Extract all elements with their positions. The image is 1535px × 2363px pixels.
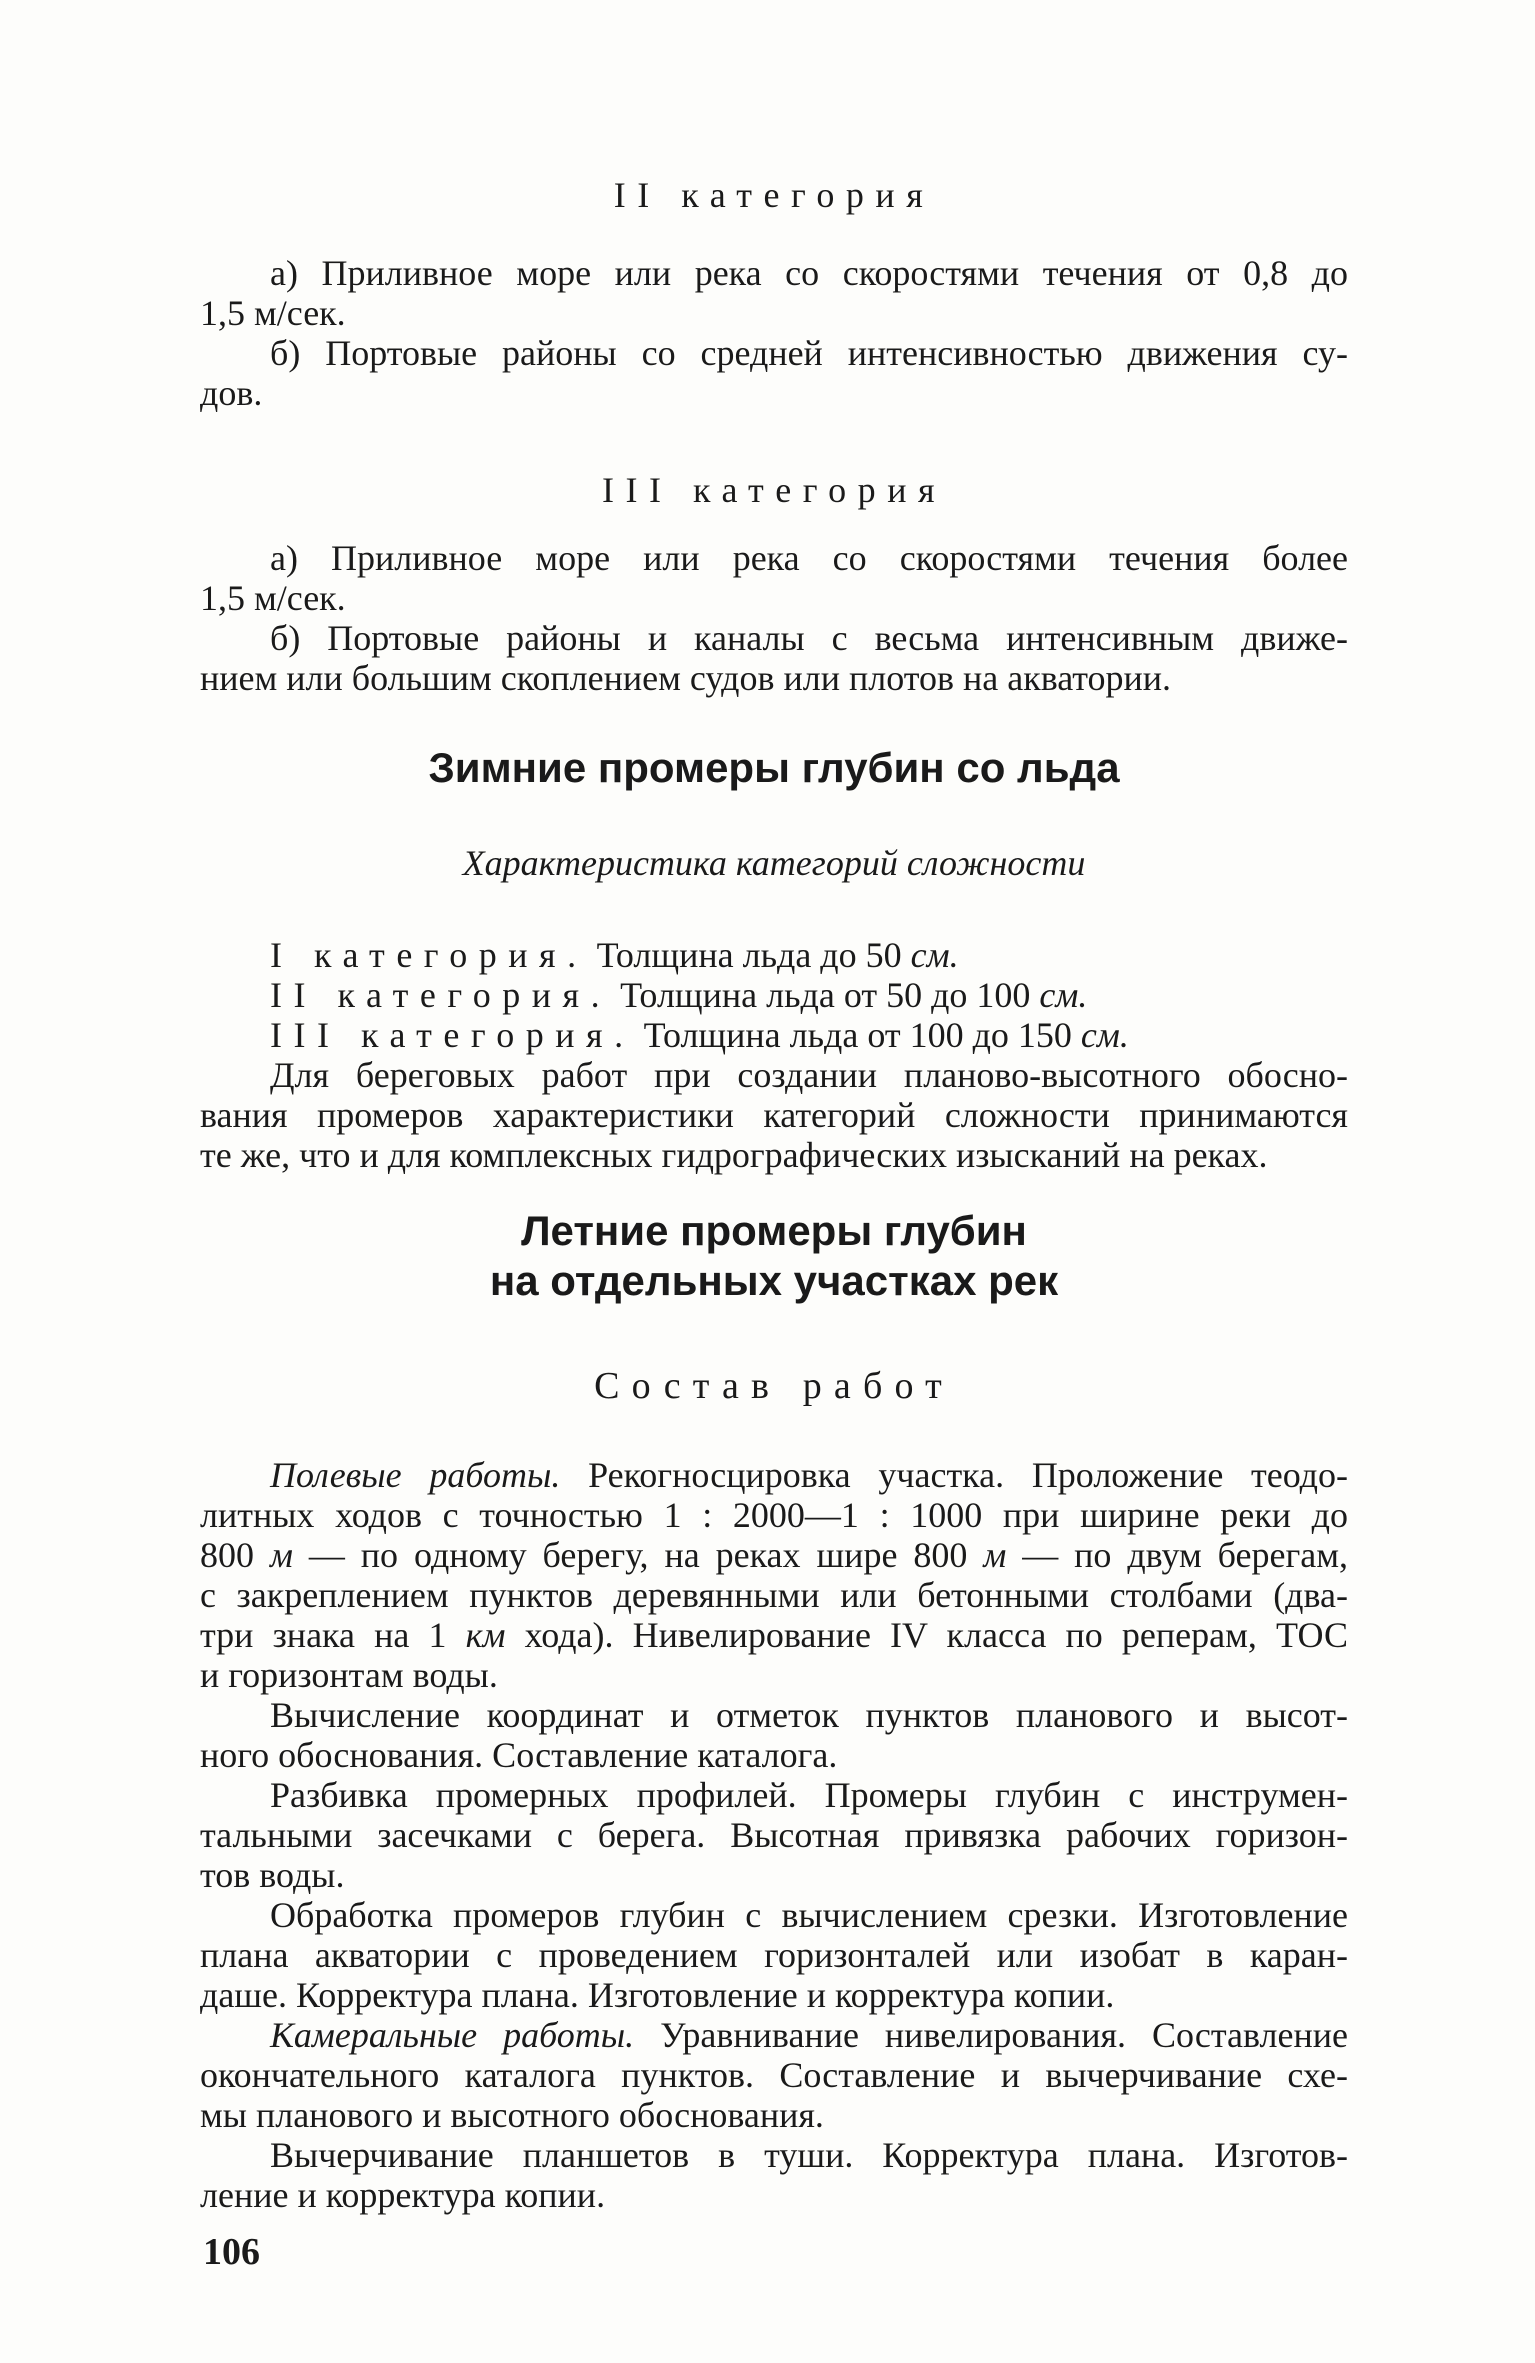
field-work-label: Полевые работы.: [270, 1455, 561, 1495]
text-line: вания промеров характеристики категорий сложности принимаются: [200, 1095, 1348, 1135]
category-3-label: III категория.: [270, 1015, 635, 1055]
text-span: — по одному берегу, на реках шире 800: [292, 1535, 984, 1575]
text-line: окончательного каталога пунктов. Составление и вычерчивание схе-: [200, 2055, 1348, 2095]
text-line: 1,5 м/сек.: [200, 293, 346, 333]
text-line: те же, что и для комплексных гидрографических изысканий на реках.: [200, 1135, 1268, 1175]
chapter-title-summer-1: Летние промеры глубин: [521, 1207, 1027, 1254]
text-span: три знака на 1: [200, 1615, 466, 1655]
subtitle-complexity: [200, 840, 1348, 886]
text-line: 1,5 м/сек.: [200, 578, 346, 618]
text-line: тальными засечками с берега. Высотная привязка рабочих горизон-: [200, 1815, 1348, 1855]
text-line: даше. Корректура плана. Изготовление и корректура копии.: [200, 1975, 1115, 2015]
text-span: Рекогносцировка участка. Проложение теодо-: [560, 1455, 1348, 1495]
office-work-label: Камеральные работы.: [270, 2015, 635, 2055]
text-line: с закреплением пунктов деревянными или бетонными столбами (два-: [200, 1575, 1348, 1615]
text-line: Разбивка промерных профилей. Промеры глубин с инструмен-: [270, 1775, 1348, 1815]
text-line: Для береговых работ при создании планово-высотного обосно-: [270, 1055, 1348, 1095]
text-line: литных ходов с точностью 1 : 2000—1 : 1000 при ширине реки до: [200, 1495, 1348, 1535]
category-3-unit: см.: [1080, 1015, 1129, 1055]
subtitle-text: Характеристика категорий сложности: [462, 843, 1086, 883]
section-heading-work: Состав работ: [594, 1365, 954, 1407]
chapter-title-winter: Зимние промеры глубин со льда: [428, 744, 1120, 791]
text-line: мы планового и высотного обоснования.: [200, 2095, 824, 2135]
text-line: б) Портовые районы со средней интенсивностью движения су-: [270, 333, 1348, 373]
category-2-text: Толщина льда от 50 до 100: [611, 975, 1040, 1015]
category-2-unit: см.: [1039, 975, 1088, 1015]
unit-m: м: [983, 1535, 1007, 1575]
unit-m: м: [269, 1535, 293, 1575]
text-line: дов.: [200, 373, 263, 413]
section-heading-category-3: III категория: [601, 470, 947, 510]
text-line: плана акватории с проведением горизонталей или изобат в каран-: [200, 1935, 1348, 1975]
text-line: б) Портовые районы и каналы с весьма интенсивным движе-: [270, 618, 1348, 658]
category-2-label: II категория.: [270, 975, 612, 1015]
text-line: ление и корректура копии.: [200, 2175, 606, 2215]
text-line: Вычисление координат и отметок пунктов планового и высот-: [270, 1695, 1348, 1735]
text-line: и горизонтам воды.: [200, 1655, 498, 1695]
text-span: Уравнивание нивелирования. Составление: [634, 2015, 1348, 2055]
category-3-text: Толщина льда от 100 до 150: [634, 1015, 1081, 1055]
text-line: тов воды.: [200, 1855, 345, 1895]
text-line: Вычерчивание планшетов в туши. Корректура плана. Изготов-: [270, 2135, 1348, 2175]
page-number: 106: [203, 2231, 260, 2273]
category-1-label: I категория.: [270, 935, 588, 975]
text-line: а) Приливное море или река со скоростями течения более: [270, 538, 1348, 578]
text-span: хода). Нивелирование IV класса по реперам, ТОС: [505, 1615, 1348, 1655]
text-span: — по двум берегам,: [1006, 1535, 1349, 1575]
section-heading-category-2: II категория: [613, 175, 935, 215]
text-line: а) Приливное море или река со скоростями течения от 0,8 до: [270, 253, 1348, 293]
category-1-unit: см.: [910, 935, 959, 975]
category-1-text: Толщина льда до 50: [587, 935, 911, 975]
text-line: нием или большим скоплением судов или плотов на акватории.: [200, 658, 1172, 698]
chapter-title-summer-2: на отдельных участках рек: [489, 1257, 1059, 1304]
text-span: 800: [200, 1535, 270, 1575]
text-line: ного обоснования. Составление каталога.: [200, 1735, 838, 1775]
unit-km: км: [465, 1615, 506, 1655]
text-line: Обработка промеров глубин с вычислением срезки. Изготовление: [270, 1895, 1348, 1935]
